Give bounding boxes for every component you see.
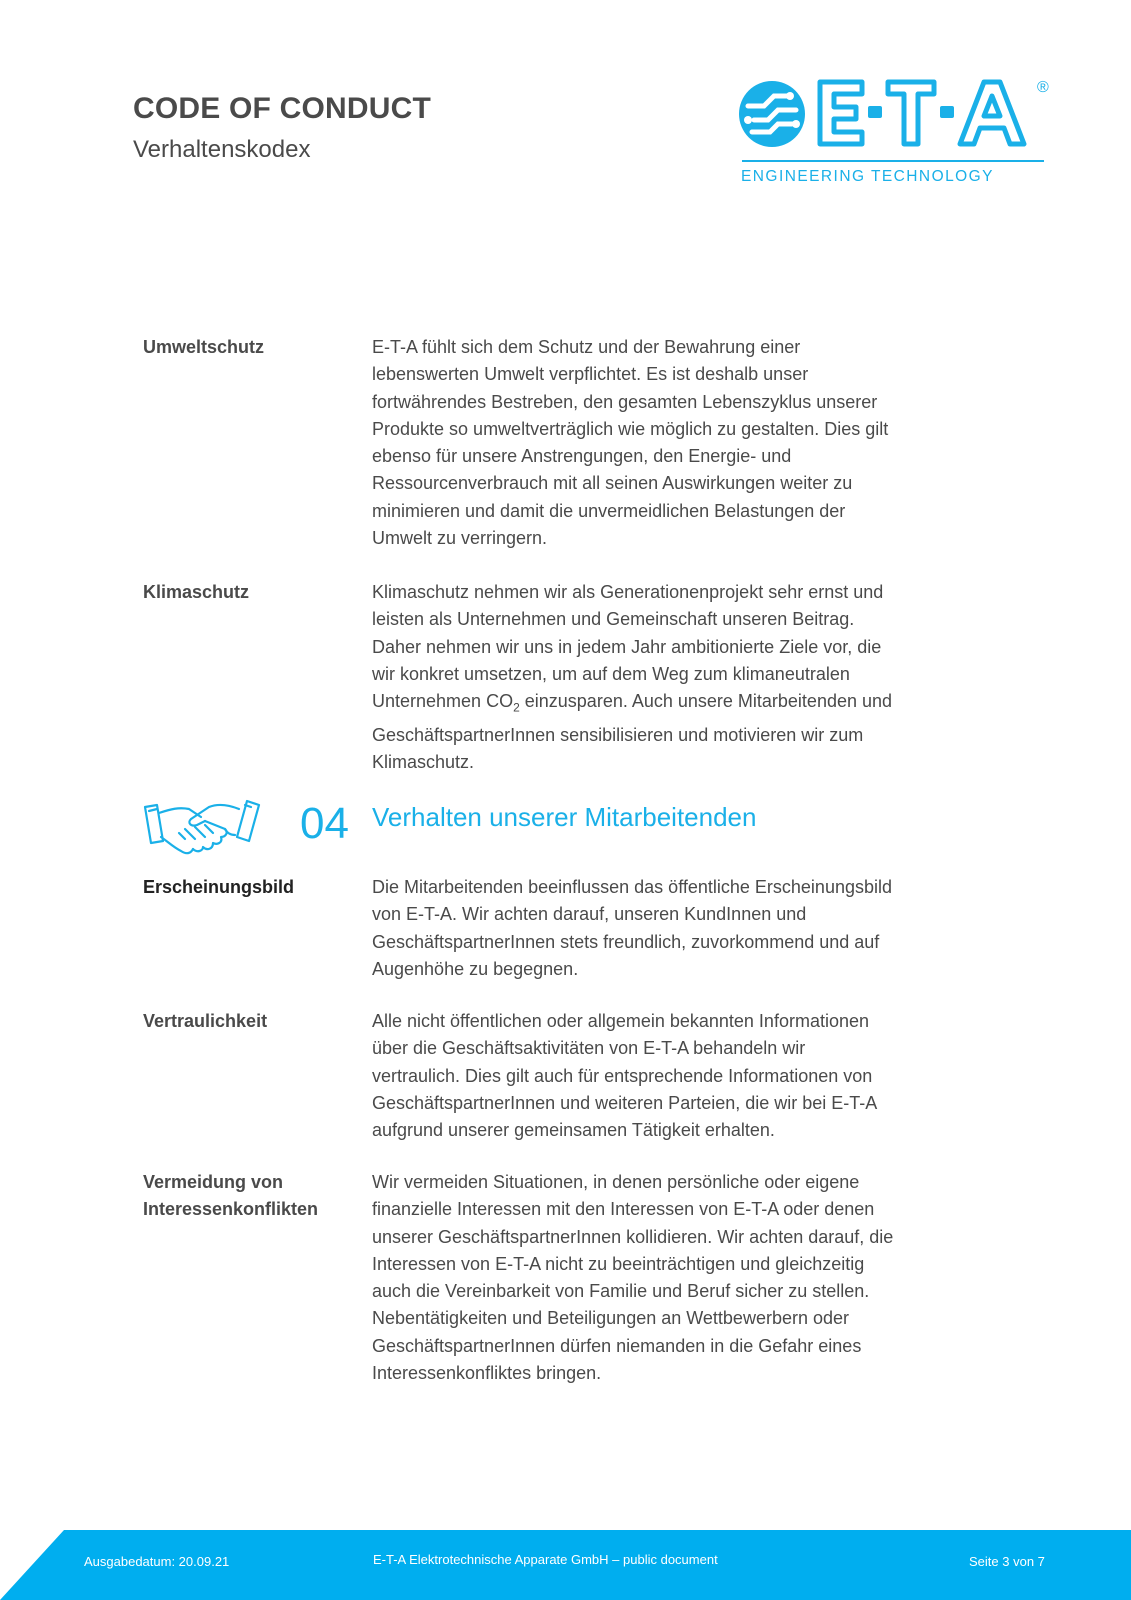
chapter-title: Verhalten unserer Mitarbeitenden bbox=[372, 802, 757, 832]
section-label: Umweltschutz bbox=[143, 337, 265, 357]
page-footer bbox=[0, 1530, 1131, 1600]
section-text: Alle nicht öffentlichen oder allgemein bekannten Informationen über die Geschäftsaktivitäten von E-T-A behandeln wir vertraulich. Dies gilt auch für entsprechende Informationen von GeschäftspartnerInnen und weiteren Parteien, die wir bei E-T-A aufgrund unserer gemeinsamen Tätigkeit erhalten. bbox=[372, 1011, 878, 1141]
eta-logo-mark bbox=[738, 76, 1038, 160]
issue-date: Ausgabedatum: 20.09.21 bbox=[84, 1554, 230, 1569]
section-text: Die Mitarbeitenden beeinflussen das öffentliche Erscheinungsbild von E-T-A. Wir achten darauf, unseren KundInnen und GeschäftspartnerInnen stets freundlich, zuvorkommend und auf Augenhöhe zu begegnen. bbox=[372, 877, 892, 979]
section-text: E-T-A fühlt sich dem Schutz und der Bewahrung einer lebenswerten Umwelt verpflichtet. Es ist deshalb unser fortwährendes Bestreben, den gesamten Lebenszyklus unserer Produkte so umweltverträglich wie möglich zu gestalten. Dies gilt ebenso für unsere Anstrengungen, den Energie- und Ressourcenverbrauch mit all seinen Auswirkungen weiter zu minimieren und damit die unvermeidlichen Belastungen der Umwelt zu verringern. bbox=[372, 337, 889, 549]
section-label: Vertraulichkeit bbox=[143, 1011, 268, 1031]
section-label: Vermeidung von Interessenkonflikten bbox=[143, 1172, 319, 1219]
page-title: CODE OF CONDUCT bbox=[133, 92, 431, 125]
registered-mark: ® bbox=[1037, 79, 1049, 96]
page-subtitle: Verhaltenskodex bbox=[133, 136, 311, 163]
logo-divider bbox=[742, 160, 1044, 162]
section-text: Klimaschutz nehmen wir als Generationenprojekt sehr ernst und leisten als Unternehmen und Gemeinschaft unseren Beitrag. Daher nehmen wir uns in jedem Jahr ambitionierte Ziele vor, die wir konkret umsetzen, um auf dem Weg zum klimaneutralen Unternehmen $CO_2$ einzusparen. Auch unsere Mitarbeitenden und GeschäftspartnerInnen sensibilisieren und motivieren wir zum Klimaschutz. bbox=[372, 582, 893, 773]
chapter-number: 04 bbox=[300, 799, 349, 848]
footer-company: E-T-A Elektrotechnische Apparate GmbH – public document bbox=[373, 1552, 718, 1567]
section-label: Klimaschutz bbox=[143, 582, 250, 602]
handshake-icon bbox=[143, 797, 261, 857]
logo-tagline: ENGINEERING TECHNOLOGY bbox=[741, 168, 994, 185]
section-text: Wir vermeiden Situationen, in denen persönliche oder eigene finanzielle Interessen mit den Interessen von E-T-A oder denen unserer GeschäftspartnerInnen kollidieren. Wir achten darauf, die Interessen von E-T-A nicht zu beeinträchtigen und gleichzeitig auch die Vereinbarkeit von Familie und Beruf sicher zu stellen. Nebentätigkeiten und Beteiligungen an Wettbewerbern oder GeschäftspartnerInnen dürfen niemanden in die Gefahr eines Interessenkonfliktes bringen. bbox=[372, 1172, 894, 1384]
page-number: Seite 3 von 7 bbox=[969, 1554, 1045, 1569]
company-logo bbox=[738, 76, 1050, 192]
chapter-heading bbox=[143, 797, 963, 857]
section-label: Erscheinungsbild bbox=[143, 877, 295, 897]
